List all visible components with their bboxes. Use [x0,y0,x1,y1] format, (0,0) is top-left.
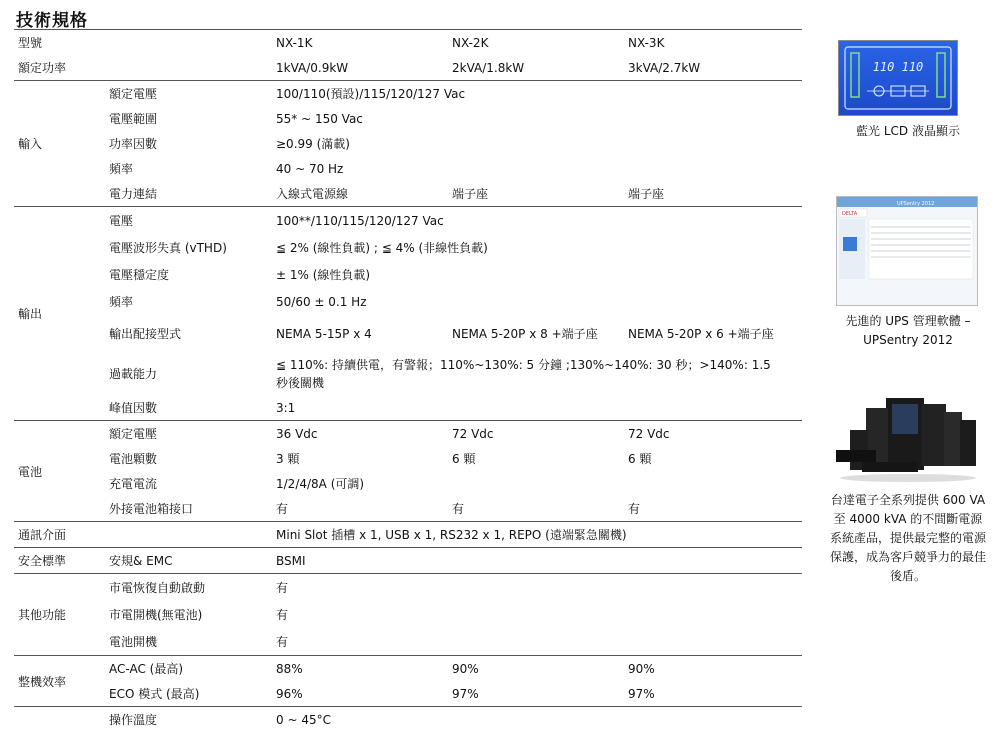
cell-value: 6 顆 [628,451,652,466]
cell-value: 有 [276,501,289,516]
other-group [14,573,802,655]
lcd-display-image [838,40,958,116]
cell-value: 100/110(預設)/115/120/127 Vac [276,87,466,101]
table-row [14,656,802,681]
table-row [14,131,802,156]
cell-value: ≦ 110%: 持續供電，有警報；110%~130%: 5 分鐘 ;130%~140%: 30 秒；>140%: 1.5 秒後關機 [276,358,771,390]
table-row [14,601,802,628]
cell-label: AC-AC (最高) [109,661,183,676]
lcd-readout: 110 110 [872,60,924,74]
sidebar [828,40,988,586]
cell-value: 0 ~ 45°C [276,712,331,727]
brand-logo: DELTA [842,211,858,217]
table-row [14,81,802,107]
cell-value: 3:1 [276,400,296,415]
ups-product-lineup-image [836,390,981,485]
cell-value: 72 Vdc [628,426,670,441]
header-group [14,29,802,80]
cell-label: 外接電池箱接口 [109,501,194,516]
cell-value: 97% [628,686,655,701]
output-group [14,206,802,420]
software-screenshot-image [836,196,978,306]
table-row [14,107,802,131]
software-window-title: UPSentry 2012 [897,201,935,207]
table-row [14,681,802,706]
cell-label: 過載能力 [109,367,158,381]
table-row [14,574,802,601]
cell-value: 50/60 ± 0.1 Hz [276,294,367,309]
cell-value: NEMA 5-20P x 6 +端子座 [628,327,774,341]
cell-value: 有 [276,580,289,595]
table-row [14,156,802,181]
cell-label: 安規& EMC [109,553,173,568]
cell-label: 峰值因數 [109,400,158,415]
cell-label: 電壓 [109,213,134,228]
cell-value: 90% [628,661,655,676]
cell-value: NEMA 5-20P x 8 +端子座 [452,327,598,341]
cell-label: 額定電壓 [109,426,158,441]
cell-label: 電池顆數 [109,451,158,466]
cell-value: 有 [628,501,641,516]
table-row [14,421,802,446]
cell-label: 輸出配接型式 [109,327,182,341]
table-row [14,353,802,395]
cell-value: 96% [276,686,303,701]
table-row [14,288,802,315]
rated-power-2: 2kVA/1.8kW [452,60,525,75]
cell-value: 90% [452,661,479,676]
cell-label: 額定電壓 [109,87,158,101]
cell-value: 36 Vdc [276,426,318,441]
rated-power-1: 1kVA/0.9kW [276,60,349,75]
output-label: 輸出 [18,307,43,321]
efficiency-group [14,655,802,706]
cell-value: BSMI [276,553,306,568]
cell-value: 55* ~ 150 Vac [276,112,363,126]
cell-label: 市電恢復自動啟動 [109,580,206,595]
cell-value: 40 ~ 70 Hz [276,161,344,176]
cell-value: 有 [276,607,289,622]
cell-label: 操作溫度 [109,712,158,727]
env-group [14,706,802,732]
cell-label: 充電電流 [109,476,158,491]
cell-value: 72 Vdc [452,426,494,441]
software-caption: 先進的 UPS 管理軟體 – UPSentry 2012 [845,314,971,347]
cell-label: 電壓波形失真 (vTHD) [109,240,227,255]
cell-value: 入線式電源線 [276,186,349,201]
cell-value: 3 顆 [276,451,300,466]
cell-value: 97% [452,686,479,701]
table-row [14,471,802,496]
battery-label: 電池 [18,464,43,479]
cell-label: 功率因數 [109,136,158,151]
safety-group [14,547,802,573]
ups-caption: 台達電子全系列提供 600 VA 至 4000 kVA 的不間斷電源系統產品，提供最完整的電源保護，成為客戶競爭力的最佳後盾。 [829,493,986,583]
other-label: 其他功能 [18,608,67,622]
cell-label: 安全標準 [18,553,67,568]
table-row [14,181,802,206]
cell-value: 端子座 [628,186,665,201]
cell-value: NEMA 5-15P x 4 [276,327,372,341]
cell-label: 電池開機 [109,634,158,649]
cell-value: 100**/110/115/120/127 Vac [276,213,444,228]
cell-value: 有 [276,634,289,649]
rated-power-3: 3kVA/2.7kW [628,60,701,75]
cell-value: ≦ 2% (線性負載) ; ≦ 4% (非線性負載) [276,240,488,255]
cell-label: 電壓範圍 [109,112,158,126]
table-row [14,628,802,655]
battery-group [14,420,802,521]
cell-value: ± 1% (線性負載) [276,267,371,282]
table-row [14,522,802,547]
lcd-caption: 藍光 LCD 液晶顯示 [856,124,960,138]
table-row [14,55,802,80]
cell-value: Mini Slot 插槽 x 1, USB x 1, RS232 x 1, REPO (遠端緊急關機) [276,527,627,542]
cell-value: 88% [276,661,303,676]
cell-label: 電壓穩定度 [109,267,170,282]
table-row [14,395,802,420]
table-row [14,30,802,55]
model-1: NX-1K [276,35,313,50]
cell-value: 6 顆 [452,451,476,466]
cell-value: 1/2/4/8A (可調) [276,476,365,491]
rated-power-label: 額定功率 [18,60,67,75]
cell-label: 通訊介面 [18,527,67,542]
table-row [14,548,802,573]
spec-table [14,29,802,732]
table-row [14,446,802,471]
model-3: NX-3K [628,35,665,50]
table-row [14,261,802,288]
cell-label: 頻率 [109,161,134,176]
comm-group [14,521,802,547]
table-row [14,207,802,234]
efficiency-label: 整機效率 [18,674,67,689]
cell-label: ECO 模式 (最高) [109,686,200,701]
table-row [14,707,802,732]
input-label: 輸入 [18,137,43,151]
cell-value: ≥0.99 (滿載) [276,136,350,151]
model-label: 型號 [18,35,43,50]
input-group [14,80,802,206]
page-title: 技術規格 [16,11,88,31]
cell-value: 端子座 [452,186,489,201]
cell-label: 頻率 [109,294,134,309]
table-row [14,496,802,521]
table-row [14,234,802,261]
cell-label: 市電開機(無電池) [109,607,203,622]
cell-label: 電力連結 [109,186,158,201]
table-row [14,315,802,353]
model-2: NX-2K [452,35,489,50]
cell-value: 有 [452,501,465,516]
